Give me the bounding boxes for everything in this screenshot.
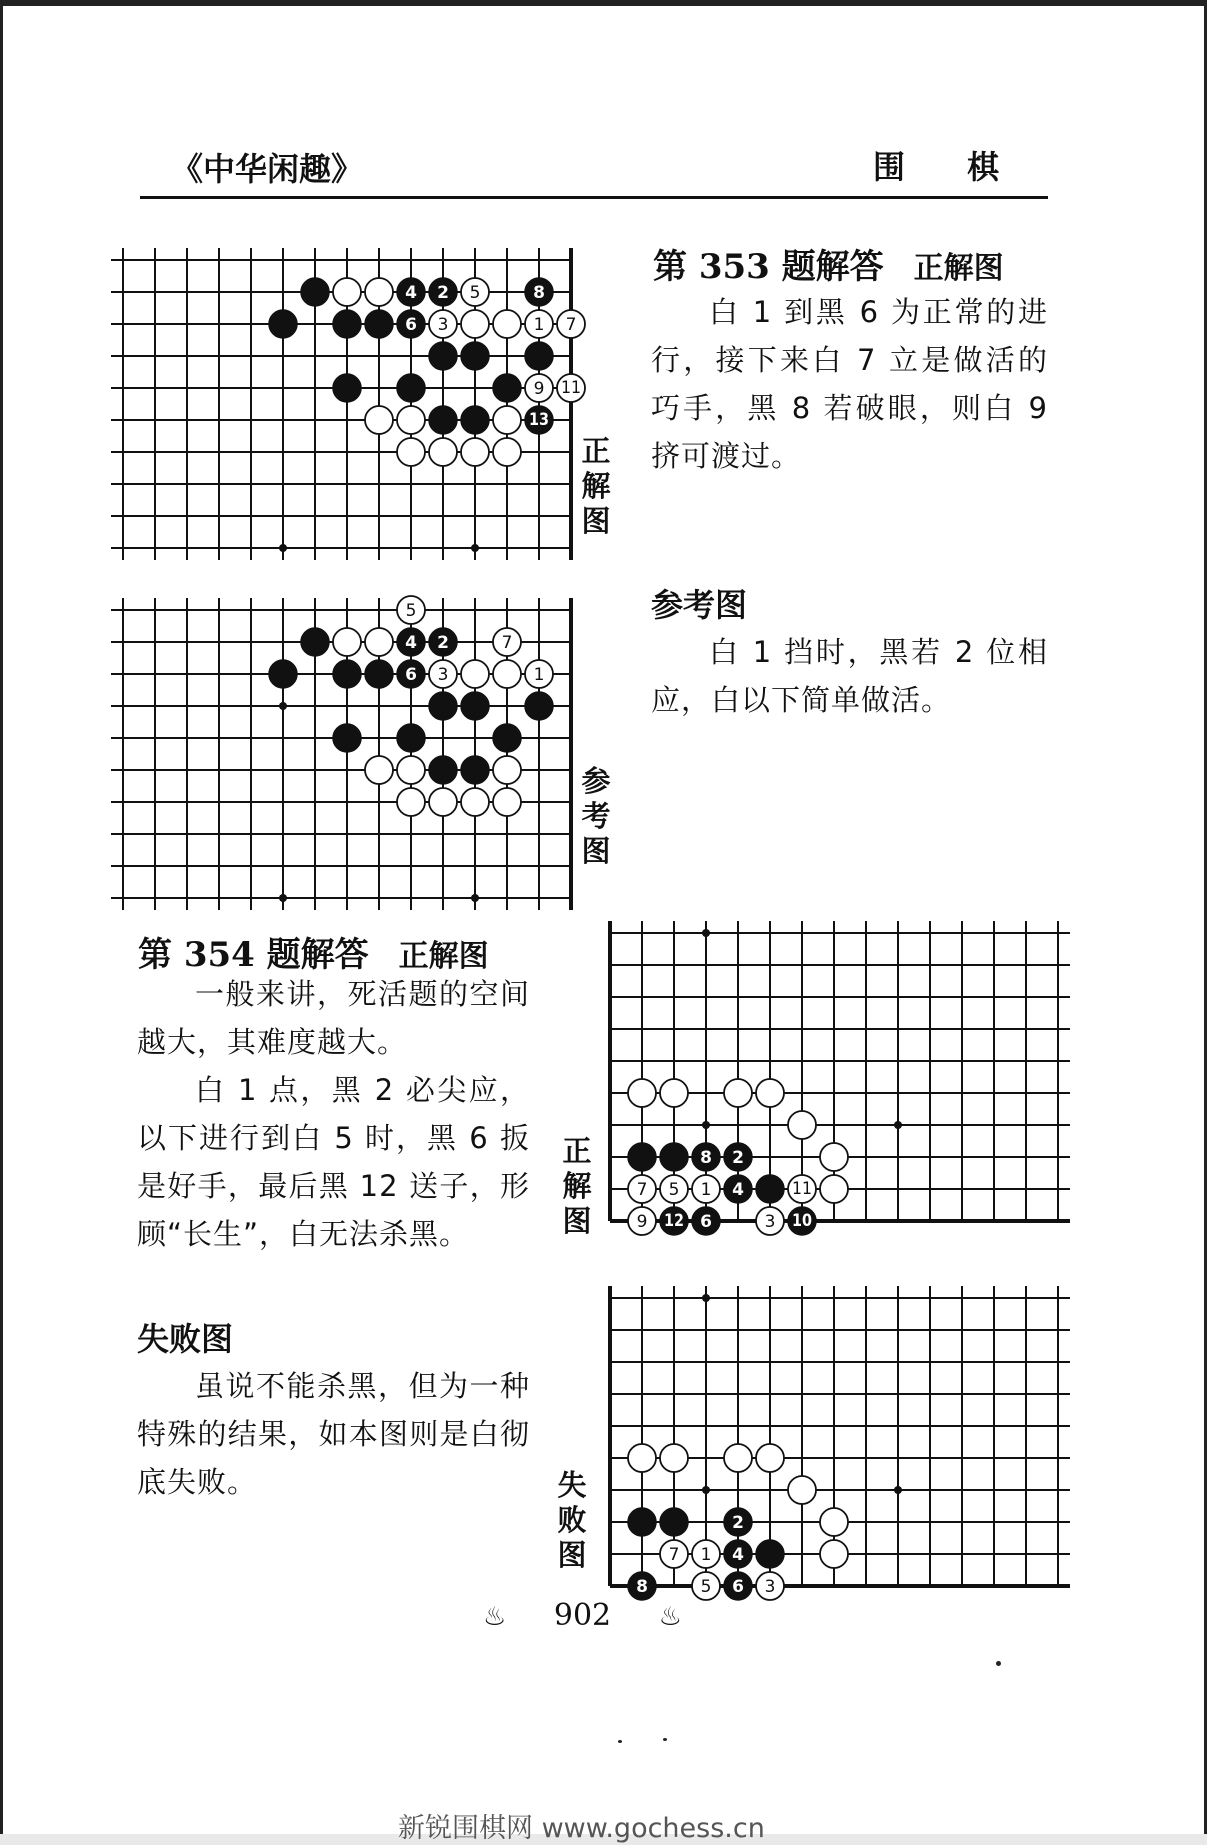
- page-number: 902: [553, 1598, 612, 1633]
- white-stone: [756, 1207, 784, 1235]
- problem-354-fail-title: 失败图: [137, 1320, 234, 1358]
- white-stone: [365, 406, 393, 434]
- move-number: 1: [700, 1180, 712, 1200]
- problem-353-reference-paragraph: 白 1 挡时，黑若 2 位相应，白以下简单做活。: [651, 635, 1048, 717]
- move-number: 2: [437, 283, 449, 303]
- move-number: 4: [405, 633, 417, 653]
- problem-353-reference-title: 参考图: [651, 586, 748, 624]
- white-stone: [660, 1444, 688, 1472]
- white-stone: [724, 1444, 752, 1472]
- black-stone: [269, 310, 297, 338]
- white-stone: [660, 1540, 688, 1568]
- black-stone: [397, 374, 425, 402]
- move-number: 3: [764, 1577, 776, 1597]
- black-stone: [333, 374, 361, 402]
- star-point: [702, 1486, 710, 1494]
- star-point: [894, 1486, 902, 1494]
- star-point: [471, 894, 479, 902]
- white-stone: [429, 788, 457, 816]
- black-stone: [628, 1572, 656, 1600]
- white-stone: [820, 1143, 848, 1171]
- star-point: [279, 702, 287, 710]
- white-stone: [557, 374, 585, 402]
- white-stone: [493, 788, 521, 816]
- black-stone: [756, 1175, 784, 1203]
- black-stone: [525, 406, 553, 434]
- black-stone: [429, 342, 457, 370]
- white-stone: [660, 1175, 688, 1203]
- black-stone: [429, 406, 457, 434]
- move-number: 6: [732, 1577, 744, 1597]
- move-number: 7: [501, 633, 513, 653]
- white-stone: [628, 1207, 656, 1235]
- white-stone: [397, 756, 425, 784]
- black-stone: [756, 1540, 784, 1568]
- white-stone: [525, 660, 553, 688]
- white-stone: [493, 438, 521, 466]
- go-board-353-reference: [107, 578, 587, 888]
- board-caption-353-reference: 参考图: [581, 764, 611, 868]
- white-stone: [397, 596, 425, 624]
- scan-speck: [663, 1738, 667, 1741]
- page-footer: [483, 1598, 713, 1633]
- black-stone: [724, 1508, 752, 1536]
- white-stone: [788, 1476, 816, 1504]
- move-number: 6: [405, 665, 417, 685]
- problem-353-title: 第 353 题解答: [653, 247, 884, 287]
- board-caption-353-correct: 正解图: [581, 434, 611, 538]
- move-number: 2: [437, 633, 449, 653]
- white-stone: [397, 438, 425, 466]
- move-number: 4: [405, 283, 417, 303]
- black-stone: [692, 1143, 720, 1171]
- board-caption-354-fail: 失败图: [557, 1468, 587, 1572]
- footer-ornament-left: ♨: [483, 1602, 507, 1632]
- section-title: 围棋: [873, 148, 1062, 186]
- move-number: 9: [636, 1212, 648, 1232]
- go-board-354-correct: [606, 909, 1076, 1232]
- white-stone: [692, 1175, 720, 1203]
- black-stone: [788, 1207, 816, 1235]
- move-number: 11: [792, 1179, 812, 1199]
- move-number: 3: [437, 665, 449, 685]
- white-stone: [333, 278, 361, 306]
- move-number: 3: [437, 315, 449, 335]
- scan-speck: [996, 1661, 1001, 1666]
- problem-354-fail-text: [137, 1362, 530, 1506]
- white-stone: [493, 628, 521, 656]
- white-stone: [692, 1540, 720, 1568]
- problem-354-text: [137, 970, 530, 1258]
- black-stone: [429, 628, 457, 656]
- black-stone: [628, 1508, 656, 1536]
- move-number: 4: [732, 1545, 744, 1565]
- problem-354-paragraph-1: 一般来讲，死活题的空间越大，其难度越大。: [137, 977, 530, 1059]
- move-number: 6: [405, 315, 417, 335]
- black-stone: [461, 692, 489, 720]
- black-stone: [397, 310, 425, 338]
- problem-353-subtitle: 正解图: [913, 251, 1004, 286]
- white-stone: [525, 374, 553, 402]
- white-stone: [461, 660, 489, 688]
- white-stone: [365, 628, 393, 656]
- move-number: 2: [732, 1513, 744, 1533]
- move-number: 3: [764, 1212, 776, 1232]
- star-point: [702, 929, 710, 937]
- white-stone: [461, 310, 489, 338]
- black-stone: [493, 374, 521, 402]
- black-stone: [724, 1572, 752, 1600]
- problem-354-heading: [138, 927, 489, 976]
- white-stone: [493, 756, 521, 784]
- black-stone: [333, 660, 361, 688]
- black-stone: [525, 278, 553, 306]
- white-stone: [788, 1175, 816, 1203]
- black-stone: [660, 1207, 688, 1235]
- problem-353-heading: [653, 239, 1004, 288]
- black-stone: [301, 278, 329, 306]
- black-stone: [301, 628, 329, 656]
- black-stone: [461, 756, 489, 784]
- site-watermark: 新锐围棋网 www.gochess.cn: [398, 1813, 765, 1844]
- white-stone: [493, 310, 521, 338]
- black-stone: [628, 1143, 656, 1171]
- board-caption-354-correct: 正解图: [562, 1134, 592, 1238]
- white-stone: [692, 1572, 720, 1600]
- move-number: 11: [561, 378, 581, 398]
- white-stone: [365, 278, 393, 306]
- black-stone: [365, 310, 393, 338]
- move-number: 5: [700, 1577, 712, 1597]
- white-stone: [493, 660, 521, 688]
- move-number: 1: [700, 1545, 712, 1565]
- move-number: 1: [533, 665, 545, 685]
- black-stone: [397, 724, 425, 752]
- move-number: 1: [533, 315, 545, 335]
- white-stone: [525, 310, 553, 338]
- white-stone: [461, 438, 489, 466]
- white-stone: [628, 1079, 656, 1107]
- star-point: [894, 1121, 902, 1129]
- black-stone: [724, 1540, 752, 1568]
- star-point: [279, 894, 287, 902]
- white-stone: [429, 660, 457, 688]
- white-stone: [628, 1175, 656, 1203]
- move-number: 2: [732, 1148, 744, 1168]
- move-number: 7: [668, 1545, 680, 1565]
- white-stone: [756, 1079, 784, 1107]
- black-stone: [429, 278, 457, 306]
- black-stone: [660, 1508, 688, 1536]
- white-stone: [493, 406, 521, 434]
- white-stone: [820, 1175, 848, 1203]
- white-stone: [628, 1444, 656, 1472]
- white-stone: [660, 1079, 688, 1107]
- white-stone: [333, 628, 361, 656]
- white-stone: [724, 1079, 752, 1107]
- white-stone: [461, 278, 489, 306]
- move-number: 7: [565, 315, 577, 335]
- move-number: 8: [700, 1148, 712, 1168]
- black-stone: [333, 724, 361, 752]
- problem-353-paragraph: 白 1 到黑 6 为正常的进行，接下来白 7 立是做活的巧手，黑 8 若破眼，则白 9 挤可渡过。: [651, 295, 1048, 473]
- black-stone: [493, 724, 521, 752]
- star-point: [702, 1294, 710, 1302]
- go-board-354-fail: [606, 1274, 1076, 1597]
- move-number: 9: [533, 379, 545, 399]
- white-stone: [429, 310, 457, 338]
- problem-353-reference-text: [651, 628, 1048, 724]
- black-stone: [365, 660, 393, 688]
- white-stone: [788, 1111, 816, 1139]
- book-title: 《中华闲趣》: [171, 150, 364, 188]
- white-stone: [365, 756, 393, 784]
- black-stone: [397, 628, 425, 656]
- black-stone: [525, 342, 553, 370]
- move-number: 5: [405, 601, 417, 621]
- white-stone: [756, 1444, 784, 1472]
- black-stone: [397, 660, 425, 688]
- scan-speck: [618, 1740, 622, 1743]
- black-stone: [525, 692, 553, 720]
- black-stone: [461, 406, 489, 434]
- move-number: 5: [469, 283, 481, 303]
- go-board-353-correct: [107, 228, 587, 538]
- move-number: 5: [668, 1180, 680, 1200]
- move-number: 4: [732, 1180, 744, 1200]
- black-stone: [397, 278, 425, 306]
- white-stone: [820, 1508, 848, 1536]
- black-stone: [660, 1143, 688, 1171]
- problem-354-paragraph-2: 白 1 点，黑 2 必尖应，以下进行到白 5 时，黑 6 扳是好手，最后黑 12 送子，形顾“长生”，白无法杀黑。: [137, 1073, 530, 1251]
- white-stone: [557, 310, 585, 338]
- move-number: 10: [792, 1211, 813, 1231]
- white-stone: [756, 1572, 784, 1600]
- move-number: 8: [636, 1577, 648, 1597]
- black-stone: [461, 342, 489, 370]
- white-stone: [461, 788, 489, 816]
- footer-ornament-right: ♨: [658, 1602, 682, 1632]
- black-stone: [269, 660, 297, 688]
- star-point: [279, 544, 287, 552]
- move-number: 7: [636, 1180, 648, 1200]
- black-stone: [333, 310, 361, 338]
- black-stone: [724, 1175, 752, 1203]
- white-stone: [820, 1540, 848, 1568]
- problem-354-subtitle: 正解图: [398, 939, 489, 974]
- move-number: 6: [700, 1212, 712, 1232]
- white-stone: [397, 788, 425, 816]
- problem-353-text: [651, 288, 1048, 480]
- black-stone: [429, 756, 457, 784]
- move-number: 8: [533, 283, 545, 303]
- problem-354-title: 第 354 题解答: [138, 935, 369, 975]
- problem-354-fail-paragraph: 虽说不能杀黑，但为一种特殊的结果，如本图则是白彻底失败。: [137, 1369, 530, 1499]
- star-point: [702, 1121, 710, 1129]
- star-point: [471, 544, 479, 552]
- black-stone: [724, 1143, 752, 1171]
- black-stone: [429, 692, 457, 720]
- white-stone: [429, 438, 457, 466]
- header-rule: [140, 196, 1048, 199]
- white-stone: [397, 406, 425, 434]
- move-number: 12: [664, 1211, 684, 1231]
- black-stone: [692, 1207, 720, 1235]
- move-number: 13: [529, 410, 549, 430]
